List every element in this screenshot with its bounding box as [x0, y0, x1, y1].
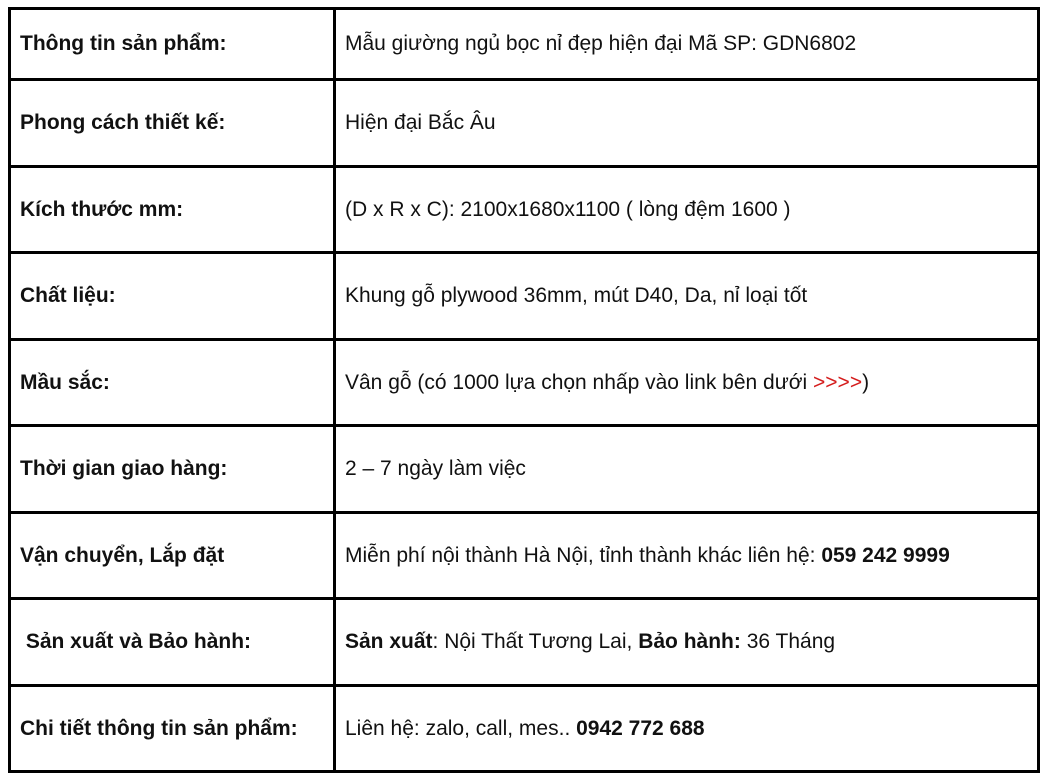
row-label: Thời gian giao hàng:	[10, 426, 335, 513]
row-label: Sản xuất và Bảo hành:	[10, 599, 335, 686]
table-row	[10, 340, 1039, 426]
table-row	[10, 80, 1039, 167]
shipping-text: Miễn phí nội thành Hà Nội, tỉnh thành khác liên hệ:	[345, 543, 822, 567]
contact-phone: 0942 772 688	[576, 716, 705, 740]
table-row	[10, 513, 1039, 599]
manufacturer-text: : Nội Thất Tương Lai,	[432, 630, 639, 653]
row-label: Mầu sắc:	[10, 340, 335, 426]
color-text: Vân gỗ (có 1000 lựa chọn nhấp vào link bên dưới	[345, 370, 814, 394]
warranty-text: 36 Tháng	[740, 630, 836, 653]
row-value: Hiện đại Bắc Âu	[335, 80, 1039, 167]
row-value	[335, 513, 1039, 599]
warranty-label: Bảo hành:	[638, 630, 741, 653]
table-row	[10, 599, 1039, 686]
row-value: Mẫu giường ngủ bọc nỉ đẹp hiện đại Mã SP: GDN6802	[335, 9, 1039, 80]
row-label: Chi tiết thông tin sản phẩm:	[10, 686, 335, 772]
row-value: 2 – 7 ngày làm việc	[335, 426, 1039, 513]
row-label: Vận chuyển, Lắp đặt	[10, 513, 335, 599]
row-value	[335, 599, 1039, 686]
row-value: Khung gỗ plywood 36mm, mút D40, Da, nỉ loại tốt	[335, 253, 1039, 340]
row-label: Thông tin sản phẩm:	[10, 9, 335, 80]
row-label: Chất liệu:	[10, 253, 335, 340]
table-row	[10, 167, 1039, 253]
row-value	[335, 686, 1039, 772]
product-spec-table	[8, 7, 1040, 773]
table-row	[10, 253, 1039, 340]
table-row	[10, 686, 1039, 772]
color-options-link[interactable]: >>>>	[813, 370, 863, 394]
contact-text: Liên hệ: zalo, call, mes..	[345, 716, 577, 740]
row-value: (D x R x C): 2100x1680x1100 ( lòng đệm 1600 )	[335, 167, 1039, 253]
table-row	[10, 426, 1039, 513]
row-value	[335, 340, 1039, 426]
shipping-phone: 059 242 9999	[821, 543, 950, 567]
color-text-end: )	[862, 370, 870, 394]
row-label: Phong cách thiết kế:	[10, 80, 335, 167]
row-label: Kích thước mm:	[10, 167, 335, 253]
manufacture-label: Sản xuất	[345, 630, 433, 653]
table-row	[10, 9, 1039, 80]
